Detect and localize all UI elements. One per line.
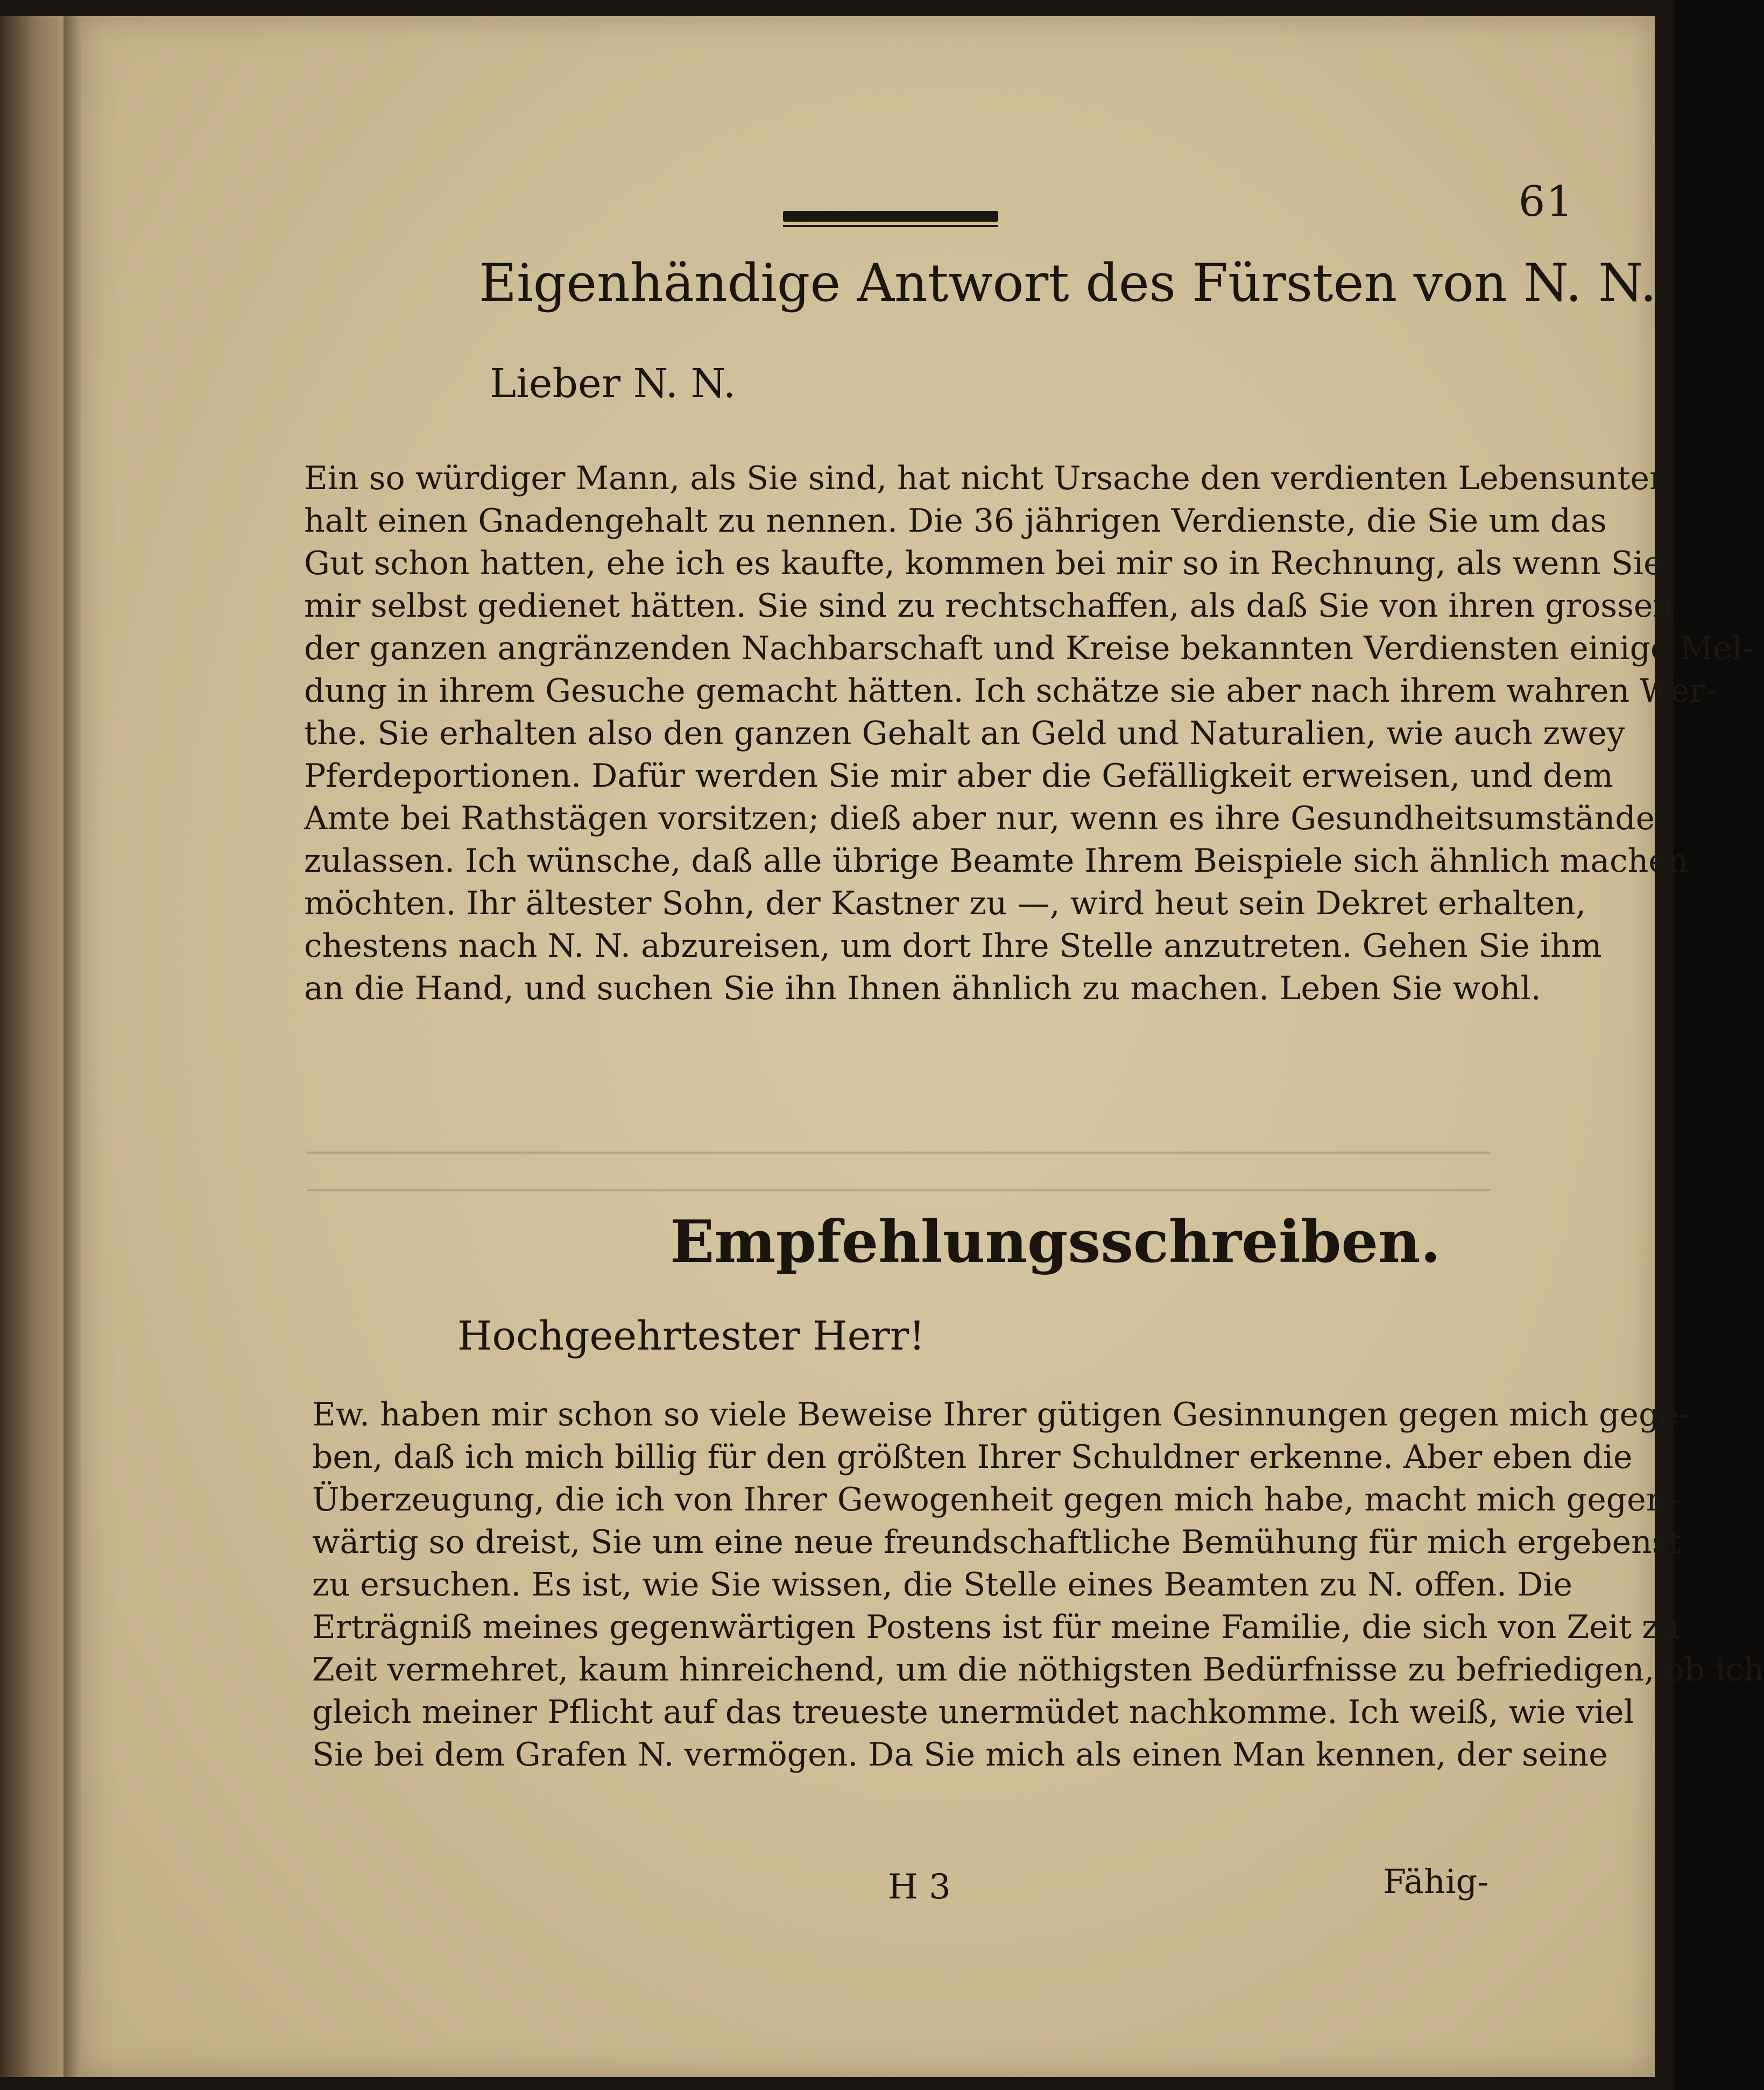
catchword: Fähig- (1383, 1862, 1489, 1901)
text-line: wärtig so dreist, Sie um eine neue freundschaftliche Bemühung für mich ergebenst (312, 1523, 1682, 1561)
text-line: an die Hand, und suchen Sie ihn Ihnen ähnlich zu machen. Leben Sie wohl. (304, 970, 1541, 1007)
text-line: gleich meiner Pflicht auf das treueste unermüdet nachkomme. Ich weiß, wie viel (312, 1693, 1634, 1731)
book-page (81, 16, 1764, 2077)
signature-mark: H 3 (888, 1867, 951, 1907)
salutation-first: Lieber N. N. (490, 361, 736, 407)
text-line: Pferdeportionen. Dafür werden Sie mir aber die Gefälligkeit erweisen, und dem (304, 757, 1613, 795)
text-line: dung in ihrem Gesuche gemacht hätten. Ich schätze sie aber nach ihrem wahren Wer- (304, 672, 1716, 710)
text-line: halt einen Gnadengehalt zu nennen. Die 36 jährigen Verdienste, die Sie um das (304, 502, 1607, 540)
text-line: Sie bei dem Grafen N. vermögen. Da Sie mich als einen Man kennen, der seine (312, 1736, 1608, 1774)
page-title: Eigenhändige Antwort des Fürsten von N. N. (479, 253, 1657, 313)
text-line: Zeit vermehret, kaum hinreichend, um die nöthigsten Bedürfnisse zu befriedigen, ob ich (312, 1651, 1764, 1689)
text-line: the. Sie erhalten also den ganzen Gehalt an Geld und Naturalien, wie auch zwey (304, 715, 1625, 752)
text-line: Gut schon hatten, ehe ich es kaufte, kommen bei mir so in Rechnung, als wenn Sie (304, 545, 1663, 582)
previous-page-edge (0, 16, 63, 2077)
text-line: zu ersuchen. Es ist, wie Sie wissen, die Stelle eines Beamten zu N. offen. Die (312, 1566, 1572, 1604)
page-number: 61 (1518, 178, 1574, 226)
salutation-second: Hochgeehrtester Herr! (457, 1313, 925, 1359)
text-line: mir selbst gedienet hätten. Sie sind zu rechtschaffen, als daß Sie von ihren grossen (304, 587, 1674, 625)
text-line: Ein so würdiger Mann, als Sie sind, hat nicht Ursache den verdienten Lebensunter- (304, 460, 1676, 497)
text-line: möchten. Ihr ältester Sohn, der Kastner zu —, wird heut sein Dekret erhalten, (304, 885, 1586, 922)
text-line: Erträgniß meines gegenwärtigen Postens ist für meine Familie, die sich von Zeit zu (312, 1608, 1680, 1646)
decorative-rule (783, 211, 998, 222)
text-line: ben, daß ich mich billig für den größten Ihrer Schuldner erkenne. Aber eben die (312, 1438, 1633, 1476)
text-line: Amte bei Rathstägen vorsitzen; dieß aber nur, wenn es ihre Gesundheitsumstände (304, 800, 1655, 837)
text-line: Überzeugung, die ich von Ihrer Gewogenheit gegen mich habe, macht mich gegen- (312, 1481, 1678, 1519)
text-line: der ganzen angränzenden Nachbarschaft und Kreise bekannten Verdiensten einige Mel- (304, 630, 1754, 667)
letter-body-second (312, 1394, 1764, 1846)
section-heading: Empfehlungsschreiben. (670, 1208, 1441, 1276)
text-line: chestens nach N. N. abzureisen, um dort Ihre Stelle anzutreten. Gehen Sie ihm (304, 927, 1602, 965)
text-line: Ew. haben mir schon so viele Beweise Ihrer gütigen Gesinnungen gegen mich gege- (312, 1396, 1690, 1434)
show-through-text (307, 1135, 1491, 1200)
letter-body-first (304, 457, 1754, 1119)
text-line: zulassen. Ich wünsche, daß alle übrige Beamte Ihrem Beispiele sich ähnlich machen (304, 842, 1689, 880)
